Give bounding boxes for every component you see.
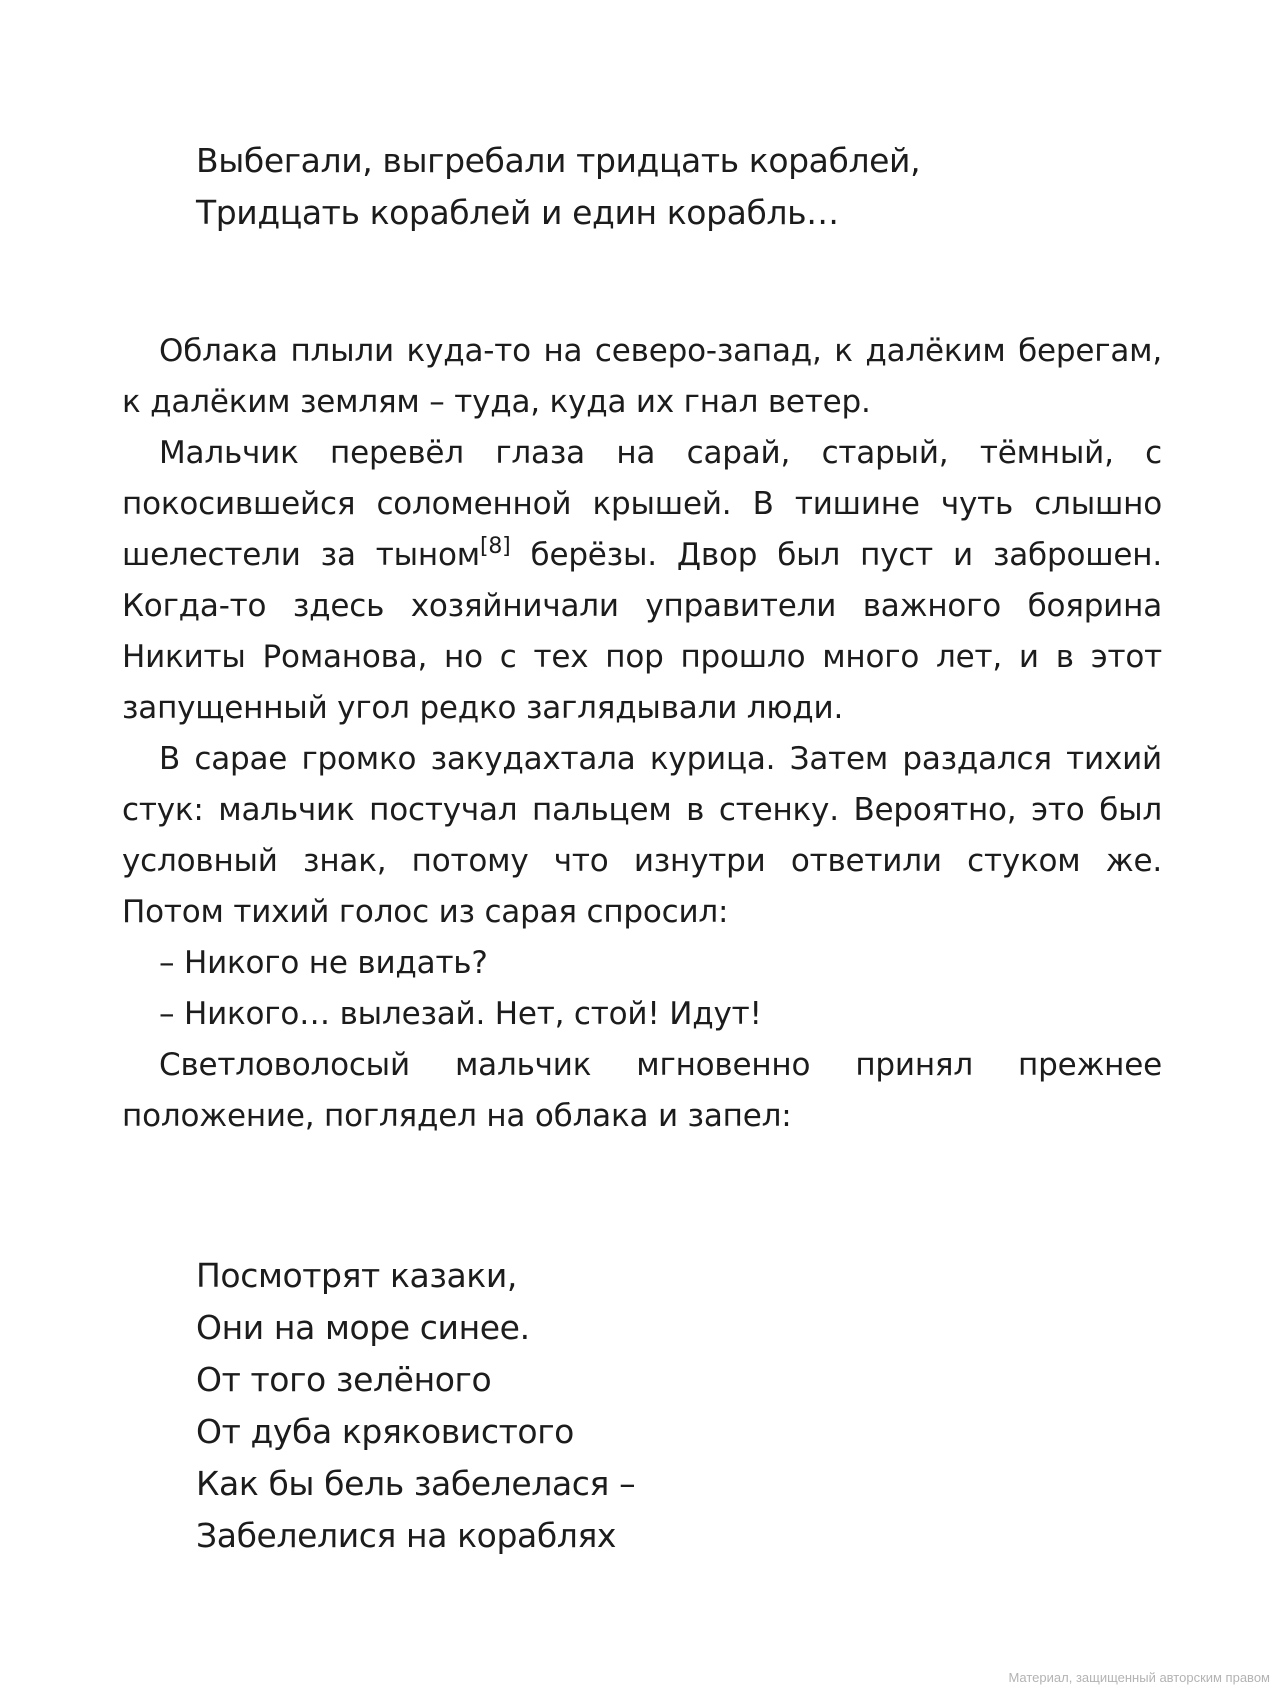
- verse-line: Выбегали, выгребали тридцать кораблей,: [196, 141, 921, 180]
- footnote-reference[interactable]: [8]: [479, 534, 511, 559]
- paragraph: Облака плыли куда-то на северо-запад, к далёким берегам, к далёким землям – туда, куда их гнал ветер.: [122, 333, 1162, 420]
- dialogue-line: – Никого не видать?: [159, 945, 488, 981]
- verse-line: От дуба кряковистого: [196, 1412, 574, 1451]
- paragraph-text: Мальчик перевёл глаза на сарай, старый, тёмный, с покосившейся соломенной крышей. В тишине чуть слышно шелестели за тыном: [122, 435, 1162, 573]
- verse-line: Тридцать кораблей и един корабль…: [196, 193, 839, 232]
- copyright-watermark: Материал, защищенный авторским правом: [1008, 1670, 1270, 1685]
- verse-stanza-2: [196, 1250, 635, 1562]
- verse-line: Посмотрят казаки,: [196, 1256, 517, 1295]
- paragraph: [122, 428, 1162, 734]
- dialogue-line: – Никого… вылезай. Нет, стой! Идут!: [159, 996, 762, 1032]
- paragraph-text: берёзы. Двор был пуст и заброшен. Когда-то здесь хозяйничали управители важного боярина Никиты Романова, но с тех пор прошло много лет, и в этот запущенный угол редко заглядывали люди.: [122, 537, 1162, 726]
- verse-line: Забелелися на кораблях: [196, 1516, 617, 1555]
- paragraph: Светловолосый мальчик мгновенно принял прежнее положение, поглядел на облака и запел:: [122, 1047, 1162, 1134]
- prose-body: [122, 326, 1162, 1142]
- verse-line: От того зелёного: [196, 1360, 492, 1399]
- paragraph: В сарае громко закудахтала курица. Затем раздался тихий стук: мальчик постучал пальцем в стенку. Вероятно, это был условный знак, потому что изнутри ответили стуком же. Потом тихий голос из сарая спросил:: [122, 741, 1162, 930]
- verse-line: Как бы бель забелелася –: [196, 1464, 636, 1503]
- verse-stanza-1: [196, 135, 920, 239]
- verse-line: Они на море синее.: [196, 1308, 530, 1347]
